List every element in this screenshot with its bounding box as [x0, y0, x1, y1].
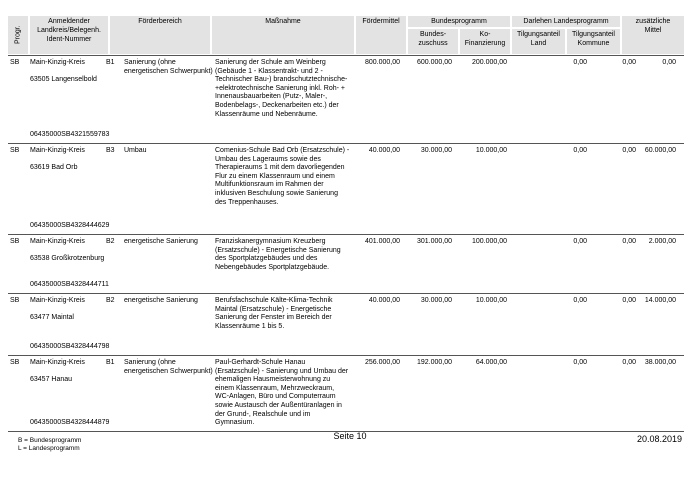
- massnahme-line: (Ersatzschule) - Sanierung und Umbau der: [215, 367, 349, 375]
- foerderbereich-code: B1: [106, 59, 115, 66]
- massnahme-line: inklusiven Beschulung sowie Sanierung: [215, 189, 338, 197]
- header-bundesprogramm: Bundesprogramm: [408, 16, 510, 27]
- location: 63505 Langenselbold: [30, 75, 97, 83]
- massnahme-line: des Sportplatzgebäudes und des: [215, 255, 318, 263]
- header-tilgung-kommune: Tilgungsanteil Kommune: [567, 29, 620, 54]
- massnahme: [215, 238, 357, 272]
- foerdermittel-value: 256.000,00: [364, 359, 400, 366]
- table-row: [8, 234, 684, 293]
- massnahme-line: WC-Anlagen, Büro und Computerraum: [215, 393, 336, 401]
- massnahme-line: ehemaligen Hausmeisterwohnung zu: [215, 376, 331, 384]
- massnahme-line: Gymnasium.: [215, 419, 255, 427]
- massnahme-line: Maintal (Ersatzschule) - Energetische: [215, 305, 332, 313]
- zusaetzliche-mittel-value: 0,00: [662, 59, 676, 66]
- massnahme-line: Klassenräume 1 bis 5.: [215, 322, 285, 330]
- header-bundeszuschuss: Bundes- zuschuss: [408, 29, 458, 54]
- zusaetzliche-mittel-value: 14.000,00: [644, 297, 676, 304]
- massnahme-line: +elektrotechnische Sanierung inkl. Roh- +: [215, 84, 345, 92]
- location: 63457 Hanau: [30, 375, 73, 383]
- massnahme-line: Sanierung der Fenster im Bereich der: [215, 314, 332, 322]
- location: 63619 Bad Orb: [30, 163, 78, 171]
- massnahme-line: Paul-Gerhardt-Schule Hanau: [215, 359, 306, 366]
- program-code: SB: [10, 59, 20, 66]
- header-kofinanzierung: Ko-Finanzierung: [460, 29, 510, 54]
- tilgung-kommune-value: 0,00: [622, 59, 636, 66]
- anmeldender-cell: [30, 238, 108, 263]
- tilgung-land-value: 0,00: [573, 147, 587, 154]
- ident-number: 06435000SB4321559783: [30, 131, 110, 139]
- massnahme: [215, 359, 357, 428]
- tilgung-kommune-value: 0,00: [622, 359, 636, 366]
- massnahme-line: Berufsfachschule Kälte-Klima-Technik: [215, 297, 333, 304]
- bundeszuschuss-value: 30.000,00: [420, 297, 452, 304]
- ident-number: 06435000SB4328444629: [30, 222, 110, 230]
- header-zusaetzliche-mittel: zusätzliche Mittel: [622, 16, 684, 54]
- massnahme: [215, 297, 357, 331]
- report-date: 20.08.2019: [636, 434, 682, 444]
- landkreis: Main-Kinzig-Kreis: [30, 238, 85, 245]
- bundeszuschuss-value: 30.000,00: [420, 147, 452, 154]
- foerderbereich-code: B3: [106, 147, 115, 154]
- massnahme: [215, 59, 357, 119]
- massnahme-line: Sanierung der Schule am Weinberg: [215, 59, 326, 66]
- foerderbereich-code: B2: [106, 238, 115, 245]
- foerdermittel-value: 401.000,00: [364, 238, 400, 245]
- header-program: Progr.: [8, 16, 28, 54]
- kofinanzierung-value: 10.000,00: [475, 297, 507, 304]
- tilgung-kommune-value: 0,00: [622, 297, 636, 304]
- foerdermittel-value: 800.000,00: [364, 59, 400, 66]
- ident-number: 06435000SB4328444711: [30, 281, 109, 289]
- kofinanzierung-value: 10.000,00: [475, 147, 507, 154]
- program-code: SB: [10, 297, 20, 304]
- foerderbereich: energetische Sanierung: [124, 297, 198, 304]
- massnahme-line: einem Klassenraum, Mehrzweckraum,: [215, 384, 335, 392]
- massnahme-line: Multifunktionsraum im Rahmen der: [215, 181, 324, 189]
- massnahme-line: Flur zu einem Klassenraum und einem: [215, 172, 335, 180]
- massnahme-line: (Ersatzschule) - Energetische Sanierung: [215, 246, 341, 254]
- zusaetzliche-mittel-value: 38.000,00: [644, 359, 676, 366]
- massnahme-line: Klassenräume und Nebenräume.: [215, 110, 318, 118]
- program-code: SB: [10, 238, 20, 245]
- location: 63538 Großkrotzenburg: [30, 254, 105, 262]
- header-anmeldender: Anmeldender Landkreis/Belegenh. Ident-Nummer: [30, 16, 108, 54]
- foerderbereich: Sanierung (ohne energetischen Schwerpunkt): [124, 59, 213, 75]
- kofinanzierung-value: 100.000,00: [471, 238, 507, 245]
- landkreis: Main-Kinzig-Kreis: [30, 59, 85, 66]
- massnahme-line: Innenausbauarbeiten (Putz-, Maler-,: [215, 93, 328, 101]
- ident-number: 06435000SB4328444798: [30, 343, 110, 351]
- massnahme: [215, 147, 357, 207]
- header-foerdermittel: Fördermittel: [356, 16, 406, 54]
- foerderbereich: Umbau: [124, 147, 147, 154]
- header-darlehen: Darlehen Landesprogramm: [512, 16, 620, 27]
- massnahme-line: Therapieraums 1 mit dem davorliegenden: [215, 164, 345, 172]
- tilgung-land-value: 0,00: [573, 59, 587, 66]
- massnahme-line: Franziskanergymnasium Kreuzberg: [215, 238, 326, 245]
- tilgung-kommune-value: 0,00: [622, 147, 636, 154]
- location: 63477 Maintal: [30, 313, 74, 321]
- bundeszuschuss-value: 192.000,00: [416, 359, 452, 366]
- massnahme-line: Nebengebäudes Sportplatzgebäude.: [215, 263, 330, 271]
- header-tilgung-land: Tilgungsanteil Land: [512, 29, 565, 54]
- tilgung-kommune-value: 0,00: [622, 238, 636, 245]
- anmeldender-cell: [30, 59, 108, 84]
- massnahme-line: Bodenbelags-, Deckenarbeiten etc.) der: [215, 101, 339, 109]
- legend-landesprogramm: L = Landesprogramm: [18, 445, 80, 452]
- table-header: [8, 16, 684, 54]
- anmeldender-cell: [30, 147, 108, 172]
- foerderbereich: Sanierung (ohne energetischen Schwerpunkt): [124, 359, 213, 375]
- table-row: [8, 355, 684, 431]
- foerderbereich-code: B2: [106, 297, 115, 304]
- legend-bundesprogramm: B = Bundesprogramm: [18, 437, 82, 444]
- kofinanzierung-value: 200.000,00: [471, 59, 507, 66]
- program-code: SB: [10, 147, 20, 154]
- tilgung-land-value: 0,00: [573, 297, 587, 304]
- massnahme-line: Umbau des Lageraums sowie des: [215, 155, 321, 163]
- massnahme-line: sowie Austausch der Außentüranlagen in: [215, 401, 342, 409]
- table-row: [8, 55, 684, 143]
- page-number: Seite 10: [333, 431, 367, 441]
- landkreis: Main-Kinzig-Kreis: [30, 147, 85, 154]
- foerderbereich-code: B1: [106, 359, 115, 366]
- ident-number: 06435000SB4328444879: [30, 419, 110, 427]
- table-row: [8, 293, 684, 355]
- header-massnahme: Maßnahme: [212, 16, 354, 54]
- table-row: [8, 143, 684, 234]
- bundeszuschuss-value: 301.000,00: [416, 238, 452, 245]
- zusaetzliche-mittel-value: 2.000,00: [648, 238, 676, 245]
- anmeldender-cell: [30, 297, 108, 322]
- foerdermittel-value: 40.000,00: [368, 147, 400, 154]
- massnahme-line: des Treppenhauses.: [215, 198, 279, 206]
- foerdermittel-value: 40.000,00: [368, 297, 400, 304]
- zusaetzliche-mittel-value: 60.000,00: [644, 147, 676, 154]
- program-code: SB: [10, 359, 20, 366]
- tilgung-land-value: 0,00: [573, 238, 587, 245]
- anmeldender-cell: [30, 359, 108, 384]
- massnahme-line: (Gebäude 1 - Klassentrakt- und 2 -: [215, 67, 323, 75]
- foerderbereich: energetische Sanierung: [124, 238, 198, 245]
- kofinanzierung-value: 64.000,00: [475, 359, 507, 366]
- landkreis: Main-Kinzig-Kreis: [30, 297, 85, 304]
- landkreis: Main-Kinzig-Kreis: [30, 359, 85, 366]
- bundeszuschuss-value: 600.000,00: [416, 59, 452, 66]
- header-foerderbereich: Förderbereich: [110, 16, 210, 54]
- massnahme-line: der Grund-, Realschule und im: [215, 410, 311, 418]
- massnahme-line: Technischer Bau-) brandschutztechnische-: [215, 76, 348, 84]
- tilgung-land-value: 0,00: [573, 359, 587, 366]
- massnahme-line: Comenius-Schule Bad Orb (Ersatzschule) -: [215, 147, 350, 154]
